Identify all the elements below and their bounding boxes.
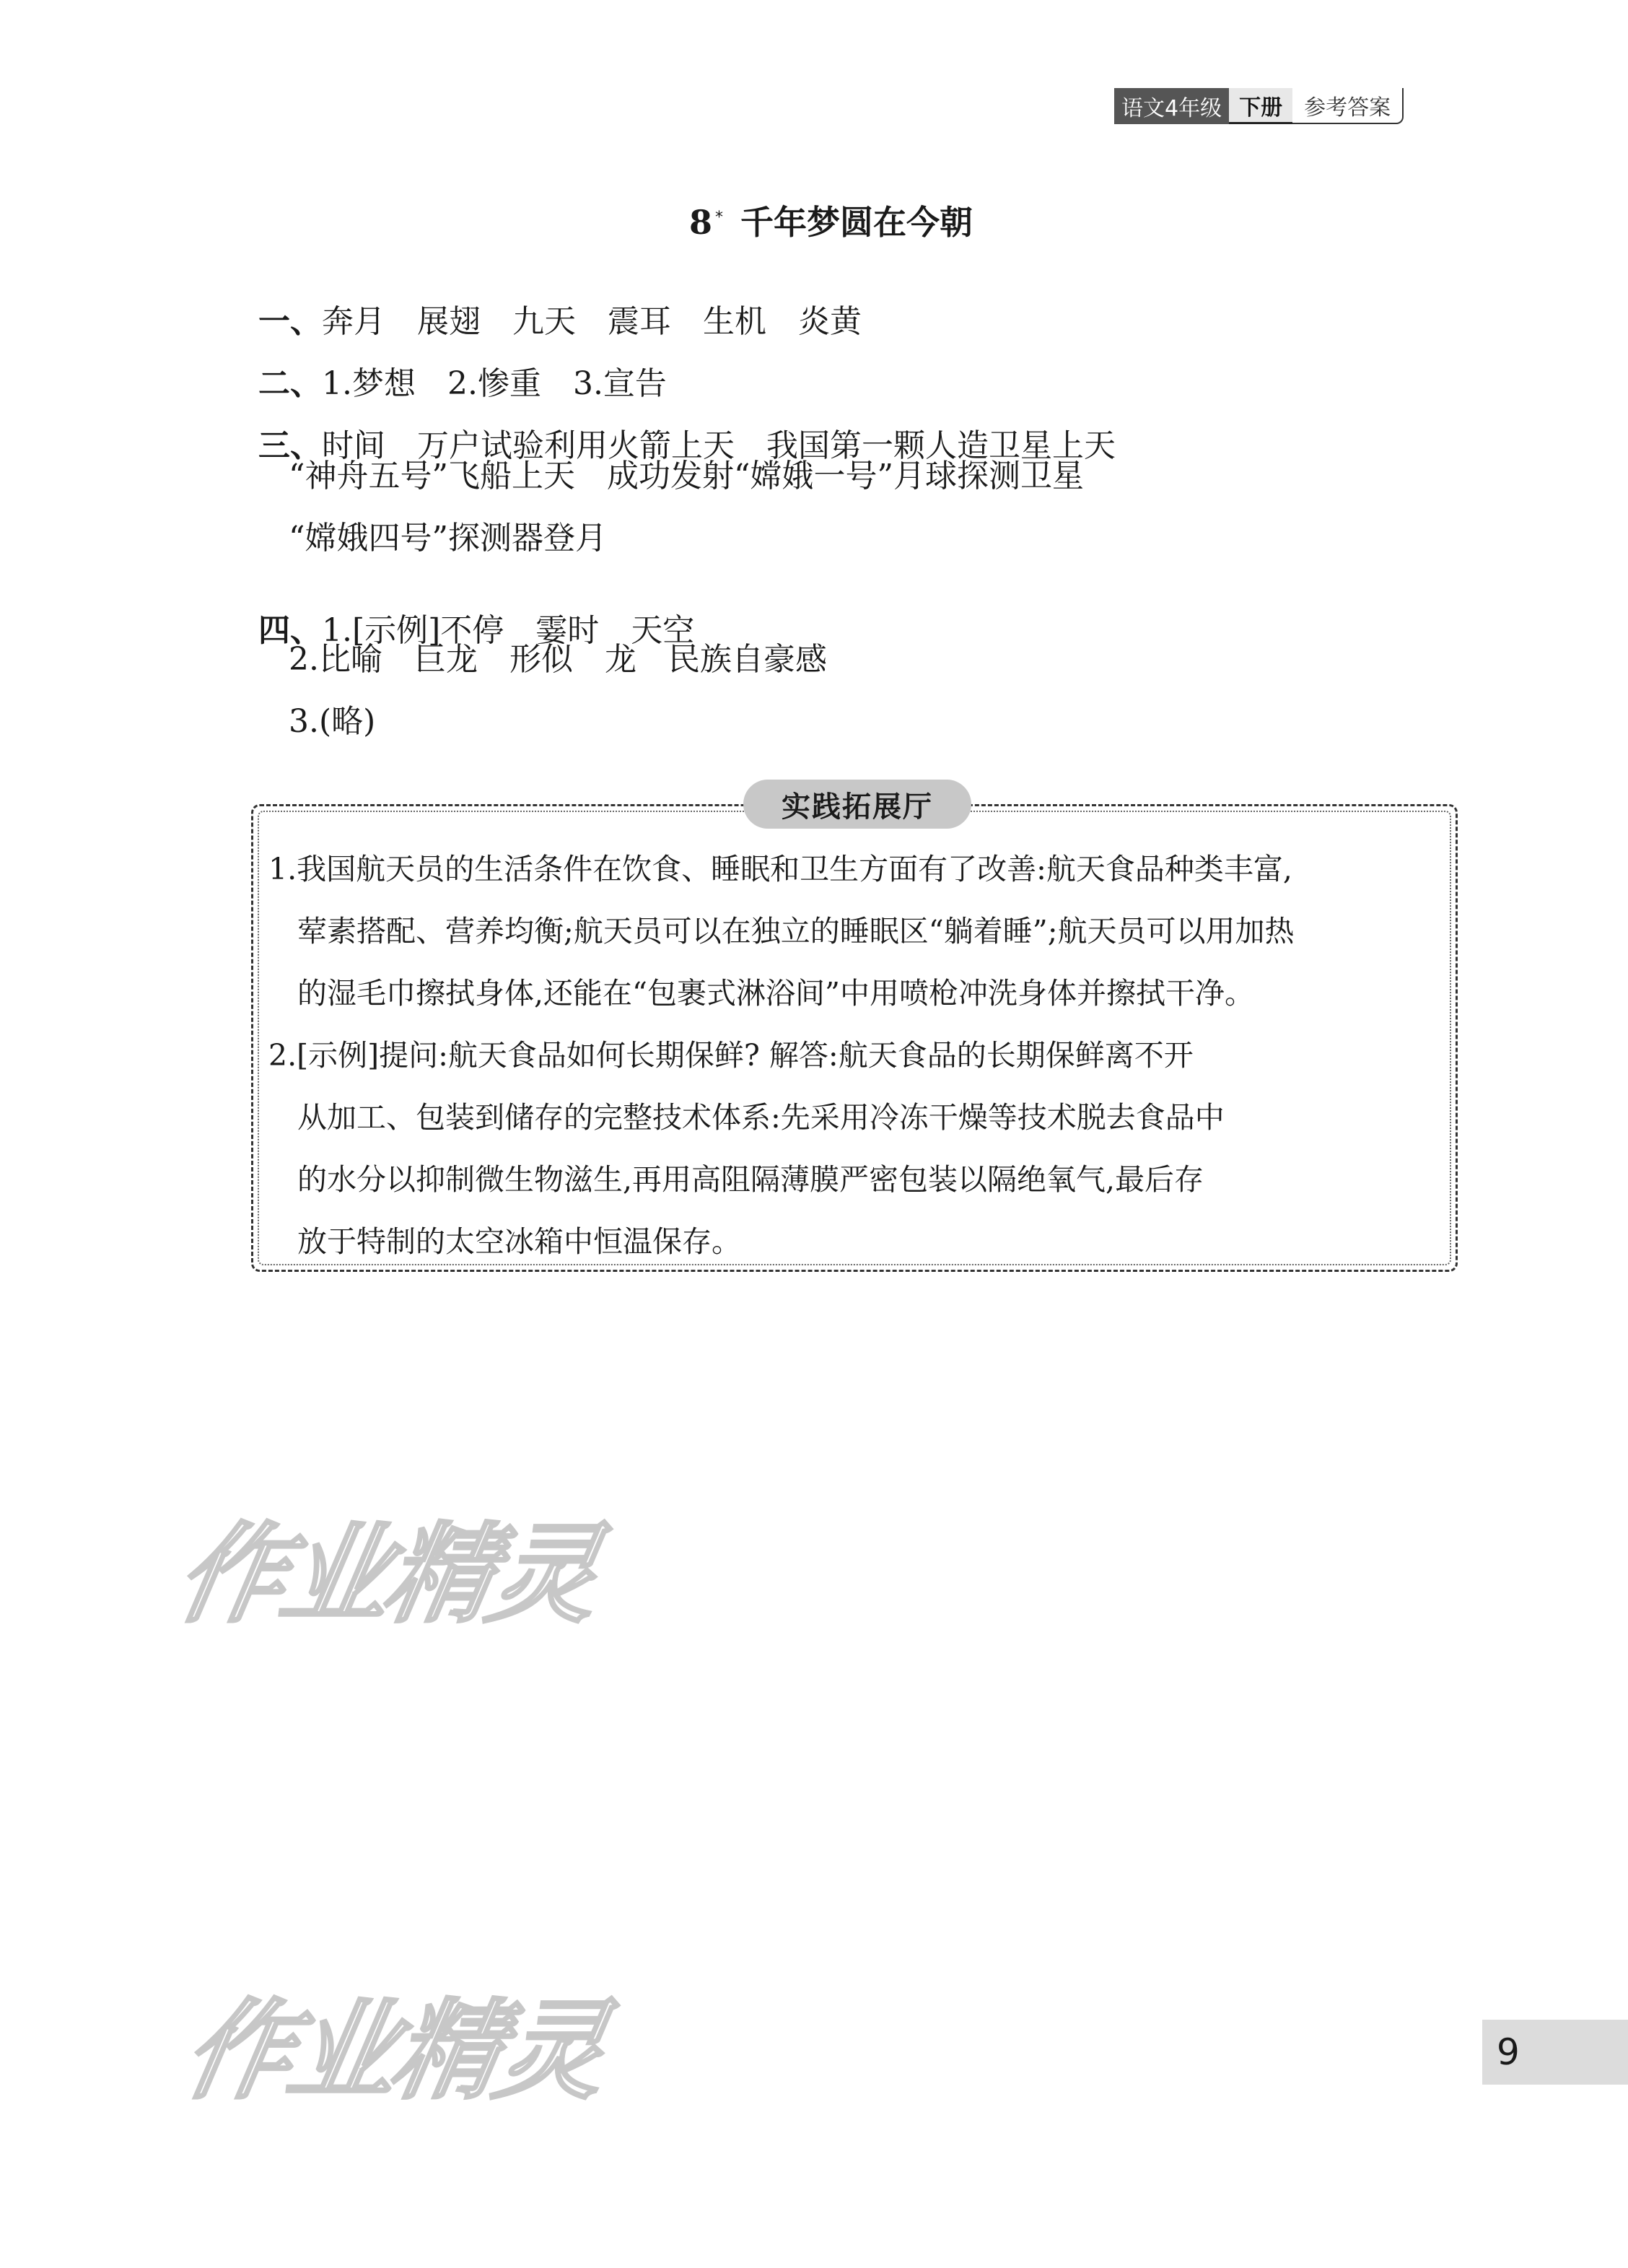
practice-line: 荤素搭配、营养均衡;航天员可以在独立的睡眠区“躺着睡”;航天员可以用加热 bbox=[297, 914, 1295, 948]
answer-q4-text-1: 1.[示例]不停 霎时 天空 bbox=[321, 612, 695, 649]
answer-q3-text-1: 时间 万户试验利用火箭上天 我国第一颗人造卫星上天 bbox=[321, 427, 1116, 464]
practice-line: 的湿毛巾擦拭身体,还能在“包裹式淋浴间”中用喷枪冲洗身体并擦拭干净。 bbox=[297, 976, 1254, 1011]
header-volume: 下册 bbox=[1229, 88, 1292, 124]
page-number: 9 bbox=[1482, 2020, 1628, 2085]
watermark-logo: 作业精灵 bbox=[175, 1989, 613, 2114]
watermark-logo: 作业精灵 bbox=[167, 1512, 605, 1638]
practice-line: 1.我国航天员的生活条件在饮食、睡眠和卫生方面有了改善:航天食品种类丰富, bbox=[268, 852, 1292, 886]
answer-q1-label: 一、 bbox=[258, 303, 322, 340]
header-subject: 语文4年级 bbox=[1114, 88, 1229, 124]
lesson-title bbox=[689, 196, 973, 244]
answer-q4-line1 bbox=[238, 583, 694, 647]
answer-q1 bbox=[238, 274, 862, 338]
practice-line: 放于特制的太空冰箱中恒温保存。 bbox=[297, 1224, 741, 1259]
answer-q3-line3: “嫦娥四号”探测器登月 bbox=[289, 520, 607, 557]
answer-q4-label: 四、 bbox=[258, 612, 322, 649]
answer-q2-text: 1.梦想 2.惨重 3.宣告 bbox=[321, 365, 667, 402]
practice-badge: 实践拓展厅 bbox=[743, 780, 971, 829]
answer-q3-line2: “神舟五号”飞船上天 成功发射“嫦娥一号”月球探测卫星 bbox=[289, 458, 1084, 494]
practice-line: 从加工、包装到储存的完整技术体系:先采用冷冻干燥等技术脱去食品中 bbox=[297, 1100, 1225, 1135]
practice-line: 的水分以抑制微生物滋生,再用高阻隔薄膜严密包装以隔绝氧气,最后存 bbox=[297, 1162, 1204, 1197]
header-tag bbox=[1114, 88, 1404, 124]
lesson-title-text: 千年梦圆在今朝 bbox=[740, 203, 973, 242]
answer-q3-line1 bbox=[238, 398, 1116, 462]
practice-line: 2.[示例]提问:航天食品如何长期保鲜? 解答:航天食品的长期保鲜离不开 bbox=[268, 1038, 1194, 1073]
header-section: 参考答案 bbox=[1292, 88, 1404, 124]
answer-q1-text: 奔月 展翅 九天 震耳 生机 炎黄 bbox=[321, 303, 862, 340]
lesson-marker: * bbox=[715, 208, 724, 227]
answer-q3-label: 三、 bbox=[258, 427, 322, 464]
answer-q2 bbox=[238, 336, 667, 400]
answer-q4-line3: 3.(略) bbox=[289, 703, 376, 740]
lesson-number: 8 bbox=[689, 203, 713, 242]
answer-q4-line2: 2.比喻 巨龙 形似 龙 民族自豪感 bbox=[289, 641, 827, 678]
answer-q2-label: 二、 bbox=[258, 365, 322, 402]
